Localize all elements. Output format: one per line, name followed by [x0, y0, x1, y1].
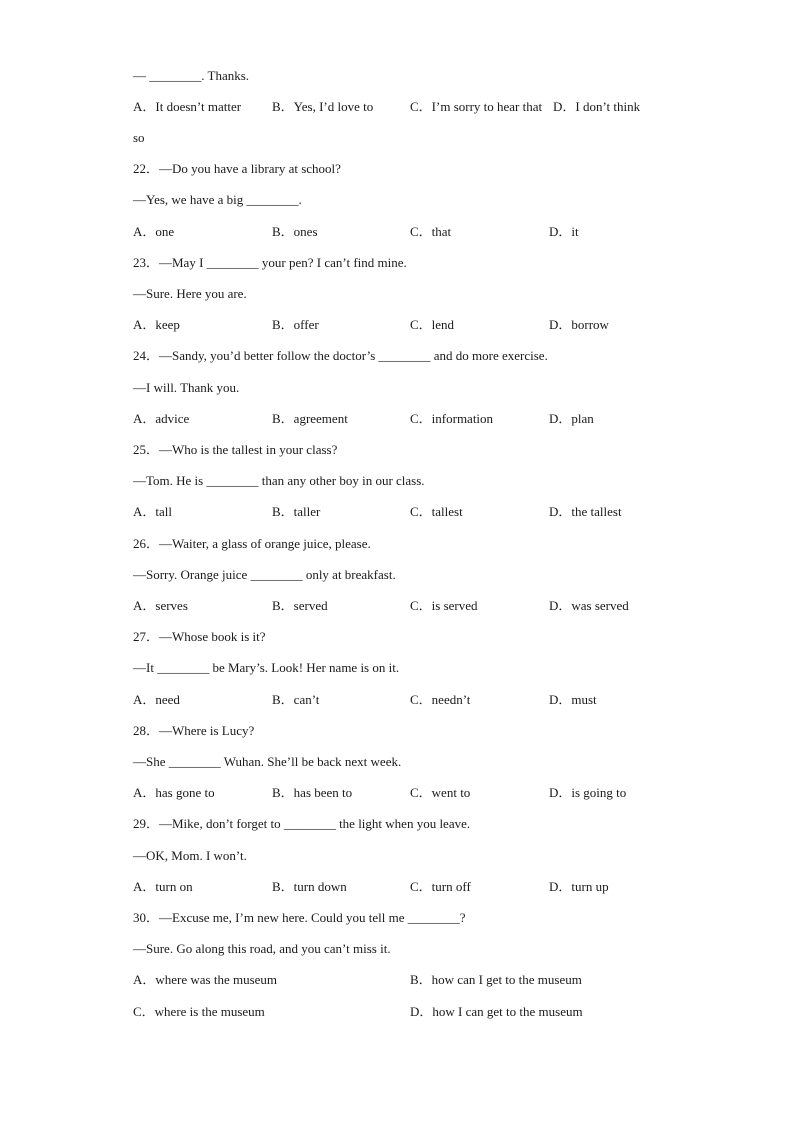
q21-answer-line: — ________. Thanks.: [133, 68, 250, 83]
q22-option-b: B．ones: [272, 224, 318, 239]
q27-options: [133, 690, 673, 710]
q30-reply: —Sure. Go along this road, and you can’t miss it.: [133, 941, 391, 956]
q29-option-b: B．turn down: [272, 879, 347, 894]
q30-option-a: A．where was the museum: [133, 972, 278, 987]
q22-options: [133, 222, 673, 242]
q30-prompt: 30．—Excuse me, I’m new here. Could you tell me ________?: [133, 910, 466, 925]
q30-options-row2: [133, 1002, 673, 1022]
q30-option-d: D．how I can get to the museum: [410, 1004, 583, 1019]
q23-option-c: C．lend: [410, 317, 455, 332]
q24-option-b: B．agreement: [272, 411, 348, 426]
q23-reply: —Sure. Here you are.: [133, 286, 247, 301]
q25-option-d: D．the tallest: [549, 504, 622, 519]
q27-prompt: 27．—Whose book is it?: [133, 629, 266, 644]
q26-option-a: A．serves: [133, 598, 188, 613]
q28-option-d: D．is going to: [549, 785, 627, 800]
q25-option-c: C．tallest: [410, 504, 463, 519]
q29-options: [133, 877, 673, 897]
q26-reply: —Sorry. Orange juice ________ only at breakfast.: [133, 567, 396, 582]
q22-option-c: C．that: [410, 224, 452, 239]
q24-options: [133, 409, 673, 429]
q28-option-b: B．has been to: [272, 785, 353, 800]
q25-option-a: A．tall: [133, 504, 172, 519]
q26-prompt: 26．—Waiter, a glass of orange juice, please.: [133, 536, 371, 551]
q29-reply: —OK, Mom. I won’t.: [133, 848, 247, 863]
q28-option-c: C．went to: [410, 785, 471, 800]
q25-reply: —Tom. He is ________ than any other boy in our class.: [133, 473, 425, 488]
q28-reply: —She ________ Wuhan. She’ll be back next week.: [133, 754, 402, 769]
q21-option-a: A．It doesn’t matter: [133, 99, 242, 114]
q21-option-b: B．Yes, I’d love to: [272, 99, 374, 114]
q28-prompt: 28．—Where is Lucy?: [133, 723, 255, 738]
q30-option-c: C．where is the museum: [133, 1004, 265, 1019]
q23-option-b: B．offer: [272, 317, 319, 332]
q29-option-a: A．turn on: [133, 879, 193, 894]
q24-option-c: C．information: [410, 411, 494, 426]
q26-options: [133, 596, 673, 616]
q23-option-d: D．borrow: [549, 317, 609, 332]
q23-options: [133, 315, 673, 335]
q29-prompt: 29．—Mike, don’t forget to ________ the light when you leave.: [133, 816, 471, 831]
q30-options-row1: [133, 970, 673, 990]
q28-option-a: A．has gone to: [133, 785, 215, 800]
q24-reply: —I will. Thank you.: [133, 380, 240, 395]
q29-option-d: D．turn up: [549, 879, 609, 894]
q22-option-a: A．one: [133, 224, 175, 239]
q28-options: [133, 783, 673, 803]
q26-option-c: C．is served: [410, 598, 478, 613]
q26-option-d: D．was served: [549, 598, 629, 613]
q22-reply: —Yes, we have a big ________.: [133, 192, 302, 207]
q27-option-b: B．can’t: [272, 692, 320, 707]
q25-option-b: B．taller: [272, 504, 321, 519]
q29-option-c: C．turn off: [410, 879, 471, 894]
q22-prompt: 22．—Do you have a library at school?: [133, 161, 341, 176]
q25-options: [133, 502, 673, 522]
q21-option-d: D．I don’t think: [553, 99, 641, 114]
q24-prompt: 24．—Sandy, you’d better follow the doctor’s ________ and do more exercise.: [133, 348, 548, 363]
q23-prompt: 23．—May I ________ your pen? I can’t find mine.: [133, 255, 407, 270]
q21-options: [133, 97, 673, 117]
q27-option-a: A．need: [133, 692, 180, 707]
q30-option-b: B．how can I get to the museum: [410, 972, 582, 987]
q26-option-b: B．served: [272, 598, 328, 613]
q27-reply: —It ________ be Mary’s. Look! Her name is on it.: [133, 660, 400, 675]
q25-prompt: 25．—Who is the tallest in your class?: [133, 442, 338, 457]
q22-option-d: D．it: [549, 224, 579, 239]
q27-option-c: C．needn’t: [410, 692, 471, 707]
q24-option-a: A．advice: [133, 411, 190, 426]
q21-option-d-wrap: so: [133, 130, 145, 145]
q21-option-c: C．I’m sorry to hear that: [410, 99, 543, 114]
q24-option-d: D．plan: [549, 411, 594, 426]
q23-option-a: A．keep: [133, 317, 180, 332]
q27-option-d: D．must: [549, 692, 597, 707]
